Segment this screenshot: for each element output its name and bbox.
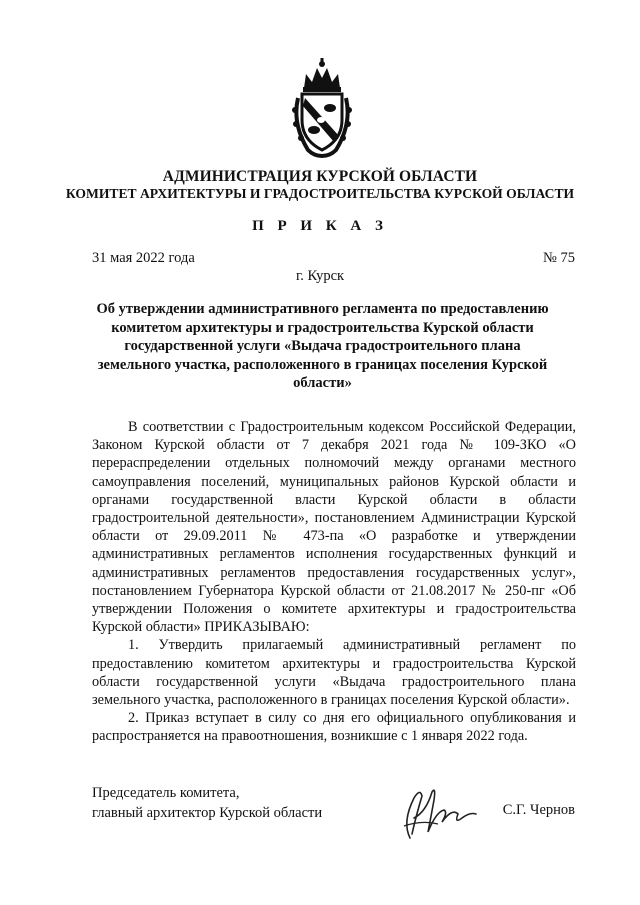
order-title: Об утверждении административного регламента по предоставлению комитетом архитектуры и градостроительства Курской области государственной услуги «Выдача градостроительного плана земельного участка, расположенного в границах поселения Курской области»	[96, 301, 549, 391]
kursk-coat-of-arms-icon	[290, 58, 354, 158]
order-date: 31 мая 2022 года	[92, 250, 195, 266]
order-item-2: 2. Приказ вступает в силу со дня его официального опубликования и распространяется на правоотношения, возникшие с 1 января 2022 года.	[92, 710, 576, 745]
order-item-1: 1. Утвердить прилагаемый административный регламент по предоставлению комитетом архитектуры и градостроительства Курской области государственной услуги «Выдача градостроительного плана земельного участка, расположенного в границах поселения Курской области».	[92, 637, 576, 709]
signatory-position	[92, 783, 322, 823]
document-type: П Р И К А З	[252, 218, 388, 234]
committee-name: КОМИТЕТ АРХИТЕКТУРЫ И ГРАДОСТРОИТЕЛЬСТВА КУРСКОЙ ОБЛАСТИ	[65, 186, 575, 201]
signatory-name: С.Г. Чернов	[502, 802, 575, 818]
order-body	[92, 418, 576, 746]
city: г. Курск	[295, 268, 345, 284]
organization-name: АДМИНИСТРАЦИЯ КУРСКОЙ ОБЛАСТИ	[162, 168, 478, 185]
preamble-paragraph: В соответствии с Градостроительным кодексом Российской Федерации, Законом Курской области от 7 декабря 2021 года № 109-ЗКО «О перераспределении отдельных полномочий между органами местного самоуправления поселений, муниципальных районов Курской области и органами государственной власти Курской области в области градостроительной деятельности», постановлением Администрации Курской области от 29.09.2011 № 473-па «О разработке и утверждении административных регламентов исполнения государственных функций и административных регламентов предоставления государственных услуг», постановлением Губернатора Курской области от 21.08.2017 № 250-пг «Об утверждении Положения о комитете архитектуры и градостроительства Курской области» ПРИКАЗЫВАЮ:	[92, 419, 576, 636]
signatory-position-line1: Председатель комитета,	[92, 785, 240, 801]
order-number: № 75	[543, 250, 575, 266]
handwritten-signature	[392, 782, 484, 842]
signatory-position-line2: главный архитектор Курской области	[92, 805, 323, 821]
